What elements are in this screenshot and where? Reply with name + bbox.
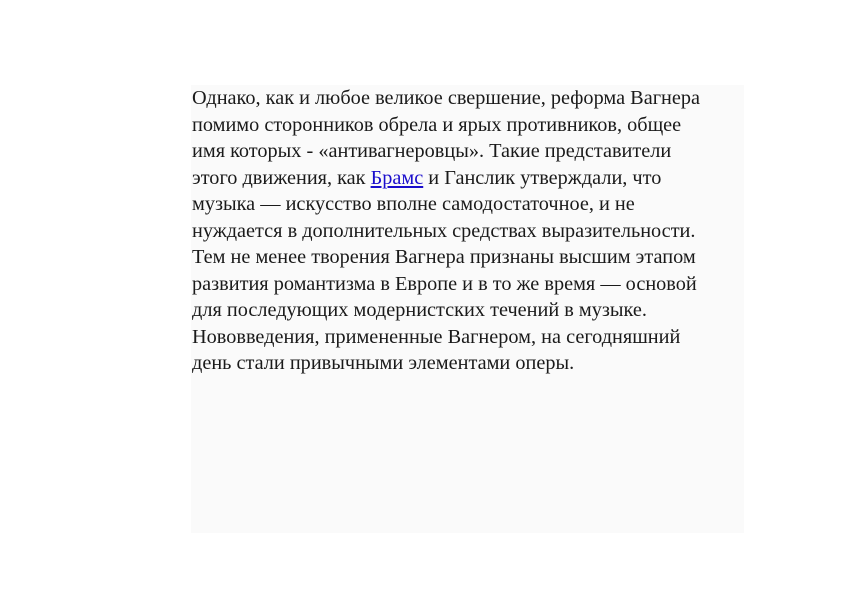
text-segment: и Ганслик утверждали, что [423, 166, 662, 189]
text-line: Тем не менее творения Вагнера признаны высшим этапом [192, 246, 696, 268]
text-segment: этого движения, как [192, 166, 371, 189]
text-line: день стали привычными элементами оперы. [192, 352, 575, 374]
text-box [191, 85, 744, 533]
text-line: Однако, как и любое великое свершение, реформа Вагнера [192, 87, 701, 109]
text-line: развития романтизма в Европе и в то же время — основой [192, 272, 697, 295]
text-line: помимо сторонников обрела и ярых противников, общее [192, 113, 682, 136]
text-line: нуждается в дополнительных средствах выразительности. [192, 219, 696, 242]
text-line: музыка — искусство вполне самодостаточное, и не [192, 193, 635, 215]
text-line-with-link [192, 165, 744, 192]
body-paragraph [192, 85, 744, 377]
text-line: Нововведения, примененные Вагнером, на сегодняшний [192, 325, 681, 348]
text-line: для последующих модернистских течений в музыке. [192, 299, 647, 321]
text-line: имя которых - «антивагнеровцы». Такие представители [192, 140, 672, 162]
brahms-link[interactable]: Брамс [370, 166, 424, 189]
